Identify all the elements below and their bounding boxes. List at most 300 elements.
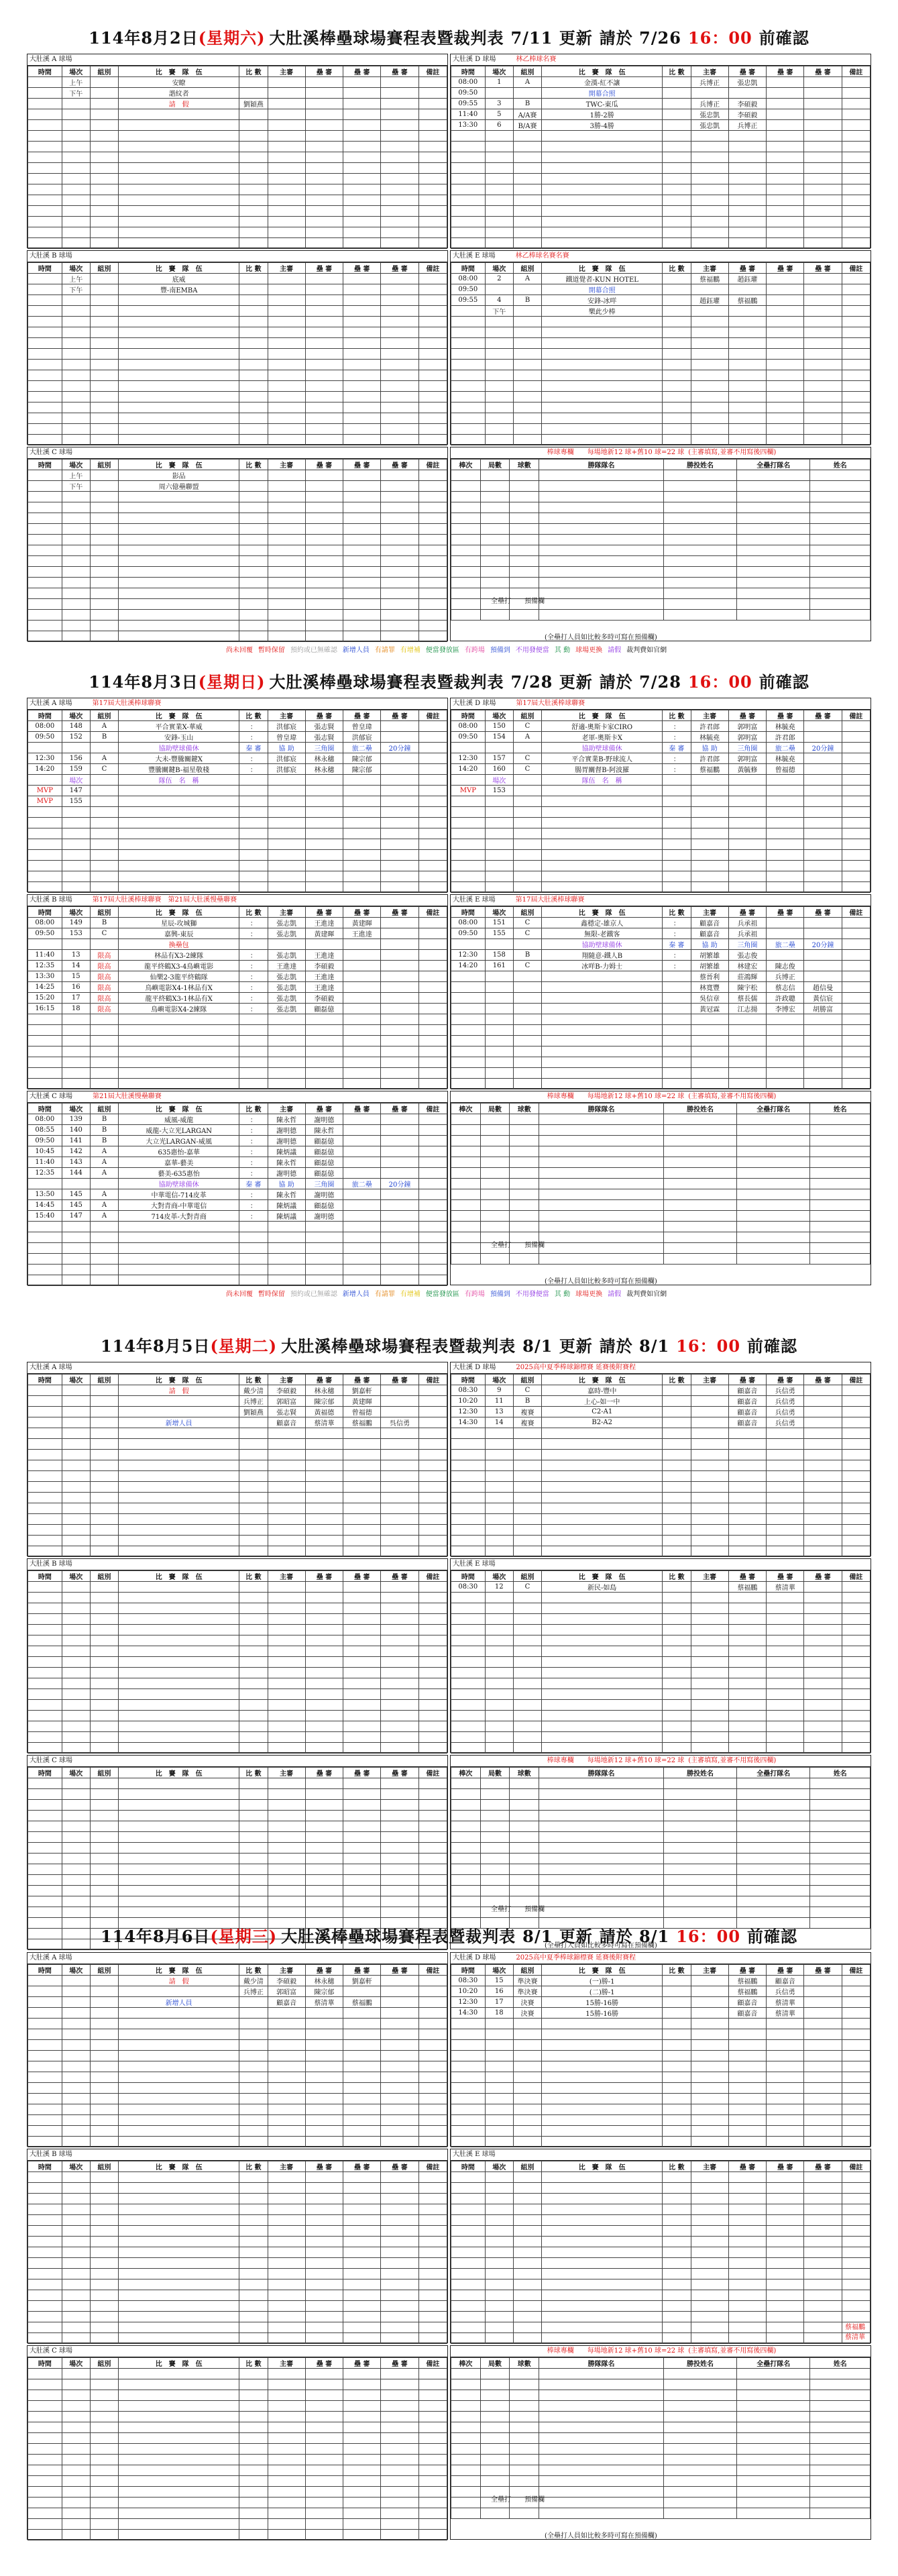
table-cell	[268, 2290, 305, 2301]
table-row	[28, 99, 447, 109]
table-cell	[418, 524, 447, 535]
table-header-row	[451, 710, 871, 721]
table-cell	[663, 1789, 736, 1800]
table-cell	[90, 1789, 118, 1800]
table-cell	[119, 1482, 239, 1493]
table-cell	[737, 481, 810, 492]
table-row	[28, 163, 447, 174]
table-row	[28, 77, 447, 88]
table-cell	[239, 578, 268, 588]
table-row	[28, 850, 447, 861]
table-cell	[542, 786, 663, 796]
table-row	[451, 184, 871, 195]
table-row	[28, 2126, 447, 2137]
table-cell	[663, 513, 736, 524]
table-cell	[451, 1711, 486, 1721]
table-row	[451, 807, 871, 818]
table-cell	[767, 392, 804, 402]
table-cell	[239, 2333, 268, 2344]
table-cell	[239, 306, 268, 317]
table-cell	[28, 1907, 62, 1918]
table-cell	[119, 796, 239, 807]
column-header: 壘 審	[305, 710, 343, 721]
table-cell	[513, 2029, 541, 2040]
table-cell	[539, 1875, 664, 1886]
legend-item: 請假	[608, 647, 622, 654]
table-cell	[28, 567, 62, 578]
table-cell	[691, 2290, 728, 2301]
table-cell	[28, 2487, 62, 2498]
table-cell	[485, 317, 513, 327]
table-cell	[239, 1635, 268, 1646]
table-cell	[305, 349, 343, 360]
table-cell	[691, 796, 728, 807]
table-row	[451, 775, 871, 786]
table-cell	[663, 1625, 691, 1635]
table-cell	[305, 99, 343, 109]
table-cell	[542, 2258, 663, 2269]
column-header: 場次	[485, 263, 513, 274]
table-row	[28, 2247, 447, 2258]
table-cell	[268, 217, 305, 227]
table-cell: 秦 審	[663, 743, 691, 753]
table-cell	[268, 1657, 305, 1668]
table-row	[451, 2115, 871, 2126]
table-cell	[418, 1646, 447, 1657]
table-cell	[305, 2137, 343, 2147]
table-cell	[381, 1025, 418, 1036]
table-row	[28, 492, 447, 502]
table-row	[28, 2433, 447, 2444]
table-cell	[737, 1136, 810, 1146]
table-cell	[804, 1014, 842, 1025]
table-cell	[663, 839, 691, 850]
table-cell	[239, 152, 268, 163]
table-cell	[485, 2126, 513, 2137]
column-header: 場次	[62, 710, 90, 721]
column-header: 主審	[268, 907, 305, 918]
table-cell	[728, 2172, 766, 2183]
table-cell	[418, 1854, 447, 1864]
table-cell	[510, 1146, 539, 1157]
table-cell	[381, 2412, 418, 2422]
table-cell	[663, 2237, 691, 2247]
table-cell	[539, 1864, 664, 1875]
table-cell	[90, 2115, 118, 2126]
table-cell	[513, 743, 541, 753]
table-cell	[728, 338, 766, 349]
table-cell	[842, 1986, 870, 1997]
table-row	[28, 1689, 447, 1700]
table-cell	[119, 2083, 239, 2094]
table-cell	[737, 1146, 810, 1157]
table-cell	[842, 796, 870, 807]
table-cell	[451, 1593, 486, 1603]
table-cell	[513, 982, 541, 993]
table-row	[28, 1046, 447, 1057]
table-cell	[305, 882, 343, 893]
table-cell	[119, 513, 239, 524]
table-cell	[268, 1025, 305, 1036]
table-cell: 胡繁雄	[691, 950, 728, 961]
table-cell	[119, 2029, 239, 2040]
table-row	[451, 2040, 871, 2051]
table-cell: C	[513, 1385, 541, 1396]
table-cell	[804, 818, 842, 828]
table-row	[451, 217, 871, 227]
table-cell	[767, 360, 804, 370]
stats-box	[450, 447, 871, 641]
table-cell	[804, 88, 842, 99]
table-cell	[62, 2465, 90, 2476]
table-cell	[62, 1471, 90, 1482]
table-cell	[842, 227, 870, 238]
table-cell	[343, 1068, 381, 1079]
stats-rule-note: (主審填寫,並審不用寫後四欄)	[688, 2347, 777, 2355]
table-cell	[663, 2258, 691, 2269]
table-cell	[663, 2508, 736, 2519]
table-cell	[842, 217, 870, 227]
table-cell	[305, 1668, 343, 1678]
table-cell	[510, 492, 539, 502]
table-cell	[451, 142, 486, 152]
table-row	[451, 1232, 871, 1243]
table-cell	[691, 1068, 728, 1079]
table-row	[28, 1811, 447, 1821]
table-cell	[691, 1079, 728, 1089]
table-cell	[28, 588, 62, 599]
table-cell	[418, 2072, 447, 2083]
table-row	[451, 381, 871, 392]
table-cell: 15勝-16勝	[542, 1997, 663, 2008]
table-cell	[343, 163, 381, 174]
table-cell	[62, 306, 90, 317]
table-cell	[842, 2204, 870, 2215]
table-cell	[62, 850, 90, 861]
table-cell	[513, 2083, 541, 2094]
table-cell	[804, 1025, 842, 1036]
column-header: 勝投姓名	[663, 1768, 736, 1778]
table-cell	[239, 2237, 268, 2247]
table-row	[28, 871, 447, 882]
table-cell	[28, 2465, 62, 2476]
table-cell	[119, 1593, 239, 1603]
table-cell	[451, 481, 481, 492]
table-cell	[305, 807, 343, 818]
table-cell	[728, 349, 766, 360]
table-cell	[513, 1525, 541, 1536]
table-cell	[90, 1036, 118, 1046]
table-cell	[691, 2279, 728, 2290]
table-cell	[767, 109, 804, 120]
table-cell	[418, 1046, 447, 1057]
table-cell	[804, 1493, 842, 1503]
table-cell	[28, 2104, 62, 2115]
field-e-panel	[450, 894, 871, 1089]
table-row	[451, 2029, 871, 2040]
table-row	[28, 982, 447, 993]
table-cell: 李碩毅	[268, 1385, 305, 1396]
table-cell	[119, 435, 239, 445]
table-cell	[510, 578, 539, 588]
table-cell	[90, 775, 118, 786]
table-cell	[28, 1721, 62, 1732]
column-header: 場次	[62, 907, 90, 918]
column-header: 壘 審	[381, 460, 418, 470]
homerun-label: 全壘打	[491, 2496, 511, 2504]
table-cell	[28, 556, 62, 567]
table-row	[28, 2312, 447, 2322]
table-cell	[418, 131, 447, 142]
table-cell	[28, 1471, 62, 1482]
table-row	[28, 1503, 447, 1514]
table-cell	[767, 2204, 804, 2215]
table-cell	[119, 2401, 239, 2412]
table-cell	[343, 1079, 381, 1089]
table-cell	[542, 1482, 663, 1493]
table-cell	[451, 1886, 481, 1896]
column-header: 時間	[28, 1571, 62, 1582]
table-cell	[451, 1525, 486, 1536]
table-cell	[90, 2194, 118, 2204]
table-cell	[810, 1232, 871, 1243]
table-cell	[737, 1800, 810, 1811]
table-cell	[691, 238, 728, 249]
table-cell	[268, 2204, 305, 2215]
table-cell	[62, 392, 90, 402]
table-cell	[542, 1036, 663, 1046]
table-cell	[810, 545, 871, 556]
table-cell	[28, 2530, 62, 2540]
table-cell	[728, 206, 766, 217]
table-cell	[542, 828, 663, 839]
table-cell	[842, 1700, 870, 1711]
table-row	[451, 1821, 871, 1832]
table-cell	[268, 567, 305, 578]
table-cell	[343, 184, 381, 195]
table-cell	[663, 775, 691, 786]
table-cell	[810, 1821, 871, 1832]
table-header-row	[451, 460, 871, 470]
table-row	[28, 1657, 447, 1668]
table-cell	[804, 1711, 842, 1721]
table-cell	[305, 1625, 343, 1635]
table-cell	[268, 306, 305, 317]
table-row	[28, 1222, 447, 1232]
table-cell	[268, 392, 305, 402]
table-cell	[268, 1232, 305, 1243]
deadline-time: 16：00	[687, 672, 752, 692]
table-cell	[728, 435, 766, 445]
table-cell	[305, 413, 343, 424]
column-header: 球數	[510, 1768, 539, 1778]
table-row	[451, 109, 871, 120]
table-cell: 限高	[90, 982, 118, 993]
table-row	[28, 238, 447, 249]
table-cell	[810, 470, 871, 481]
table-cell: 平合實業B-野球流人	[542, 753, 663, 764]
table-cell	[343, 2258, 381, 2269]
table-cell	[343, 1057, 381, 1068]
table-cell: 洪郁宸	[268, 753, 305, 764]
table-cell	[381, 1200, 418, 1211]
table-cell: ：	[663, 928, 691, 939]
table-cell	[305, 2247, 343, 2258]
table-cell	[691, 360, 728, 370]
table-cell	[663, 1428, 691, 1439]
table-row	[28, 1068, 447, 1079]
table-cell	[268, 1514, 305, 1525]
table-row	[451, 1546, 871, 1557]
table-row	[28, 1168, 447, 1179]
table-cell	[842, 2094, 870, 2104]
table-cell	[268, 1832, 305, 1843]
table-cell	[480, 1778, 510, 1789]
table-cell	[62, 1711, 90, 1721]
table-cell	[343, 2040, 381, 2051]
column-header: 壘 審	[381, 66, 418, 77]
table-cell	[804, 206, 842, 217]
table-cell	[239, 1997, 268, 2008]
table-cell	[381, 217, 418, 227]
table-cell: 星辰-攻城獅	[119, 918, 239, 928]
schedule-table	[27, 710, 447, 893]
column-header: 組別	[90, 1375, 118, 1385]
table-cell	[305, 120, 343, 131]
table-cell: A/A賽	[513, 109, 541, 120]
column-header: 場次	[485, 66, 513, 77]
legend-item: 其 動	[554, 647, 571, 654]
table-cell	[28, 1536, 62, 1546]
table-row	[28, 2333, 447, 2344]
table-row	[451, 818, 871, 828]
table-row	[28, 1428, 447, 1439]
table-cell	[663, 850, 691, 861]
table-row	[28, 631, 447, 642]
table-cell	[90, 743, 118, 753]
schedule-table	[451, 1964, 871, 2147]
table-row	[28, 1036, 447, 1046]
table-cell	[842, 1025, 870, 1036]
table-cell	[28, 2237, 62, 2247]
table-cell: 08:55	[28, 1125, 62, 1136]
table-cell	[381, 274, 418, 284]
table-cell: 顧磊億	[305, 1004, 343, 1014]
table-cell	[119, 2508, 239, 2519]
table-cell	[418, 2412, 447, 2422]
column-header: 比 賽 隊 伍	[119, 1768, 239, 1778]
field-name: 大肚溪 D 球場	[453, 56, 496, 63]
table-cell	[28, 360, 62, 370]
table-cell	[343, 1200, 381, 1211]
table-cell: 協助壁球備休	[119, 743, 239, 753]
stats-rule: 每場地新12 球+舊10 球=22 球	[587, 1093, 685, 1100]
table-cell	[119, 807, 239, 818]
table-header-row	[28, 66, 447, 77]
table-cell	[343, 1593, 381, 1603]
table-cell	[343, 2061, 381, 2072]
table-cell: 下午	[62, 481, 90, 492]
table-cell	[28, 818, 62, 828]
table-row	[28, 2094, 447, 2104]
table-cell	[28, 338, 62, 349]
table-cell	[28, 1875, 62, 1886]
table-cell	[728, 2247, 766, 2258]
table-cell	[343, 1014, 381, 1025]
legend-item: 其 動	[554, 1291, 571, 1298]
table-cell	[305, 2172, 343, 2183]
table-cell	[62, 2290, 90, 2301]
table-row	[451, 1439, 871, 1450]
table-cell	[62, 818, 90, 828]
table-cell: 蔡長儒	[728, 993, 766, 1004]
table-cell	[804, 152, 842, 163]
stats-box	[450, 1755, 871, 1949]
side-name: 蔡清華	[845, 2334, 865, 2341]
table-cell	[842, 775, 870, 786]
table-cell	[239, 2115, 268, 2126]
table-cell	[381, 1646, 418, 1657]
table-row	[451, 1004, 871, 1014]
table-cell	[28, 1057, 62, 1068]
table-cell	[728, 871, 766, 882]
table-cell	[728, 2301, 766, 2312]
table-cell	[767, 381, 804, 392]
column-header: 壘 審	[343, 66, 381, 77]
table-cell	[28, 2433, 62, 2444]
field-name: 大肚溪 A 球場	[30, 56, 72, 63]
table-cell	[239, 775, 268, 786]
table-cell	[90, 1646, 118, 1657]
table-cell	[381, 381, 418, 392]
table-cell	[542, 184, 663, 195]
table-cell: 旅二壘	[767, 939, 804, 950]
table-cell	[343, 1125, 381, 1136]
table-cell	[119, 545, 239, 556]
table-cell	[268, 610, 305, 621]
table-cell	[343, 1471, 381, 1482]
table-cell	[418, 556, 447, 567]
table-cell: B/A賽	[513, 120, 541, 131]
table-cell	[480, 492, 510, 502]
table-cell	[381, 1036, 418, 1046]
table-cell	[305, 1635, 343, 1646]
table-cell	[418, 2312, 447, 2322]
table-cell	[842, 2237, 870, 2247]
table-cell	[418, 1864, 447, 1875]
table-cell: ：	[239, 950, 268, 961]
table-cell: 顧磊億	[305, 1157, 343, 1168]
table-cell: 老軍-奧斯卡X	[542, 732, 663, 743]
table-cell	[451, 2401, 481, 2412]
column-header: 壘 審	[381, 1965, 418, 1976]
table-row	[28, 861, 447, 871]
table-cell	[305, 1439, 343, 1450]
table-cell	[691, 828, 728, 839]
table-cell	[305, 1546, 343, 1557]
table-cell: 戴少清	[239, 1385, 268, 1396]
table-cell	[451, 238, 486, 249]
table-cell	[510, 1821, 539, 1832]
table-cell	[810, 567, 871, 578]
table-cell	[451, 2476, 481, 2487]
table-cell	[62, 152, 90, 163]
table-cell	[737, 1222, 810, 1232]
table-cell	[28, 2333, 62, 2344]
table-cell	[539, 1146, 664, 1157]
table-cell	[485, 163, 513, 174]
table-cell	[804, 1482, 842, 1493]
